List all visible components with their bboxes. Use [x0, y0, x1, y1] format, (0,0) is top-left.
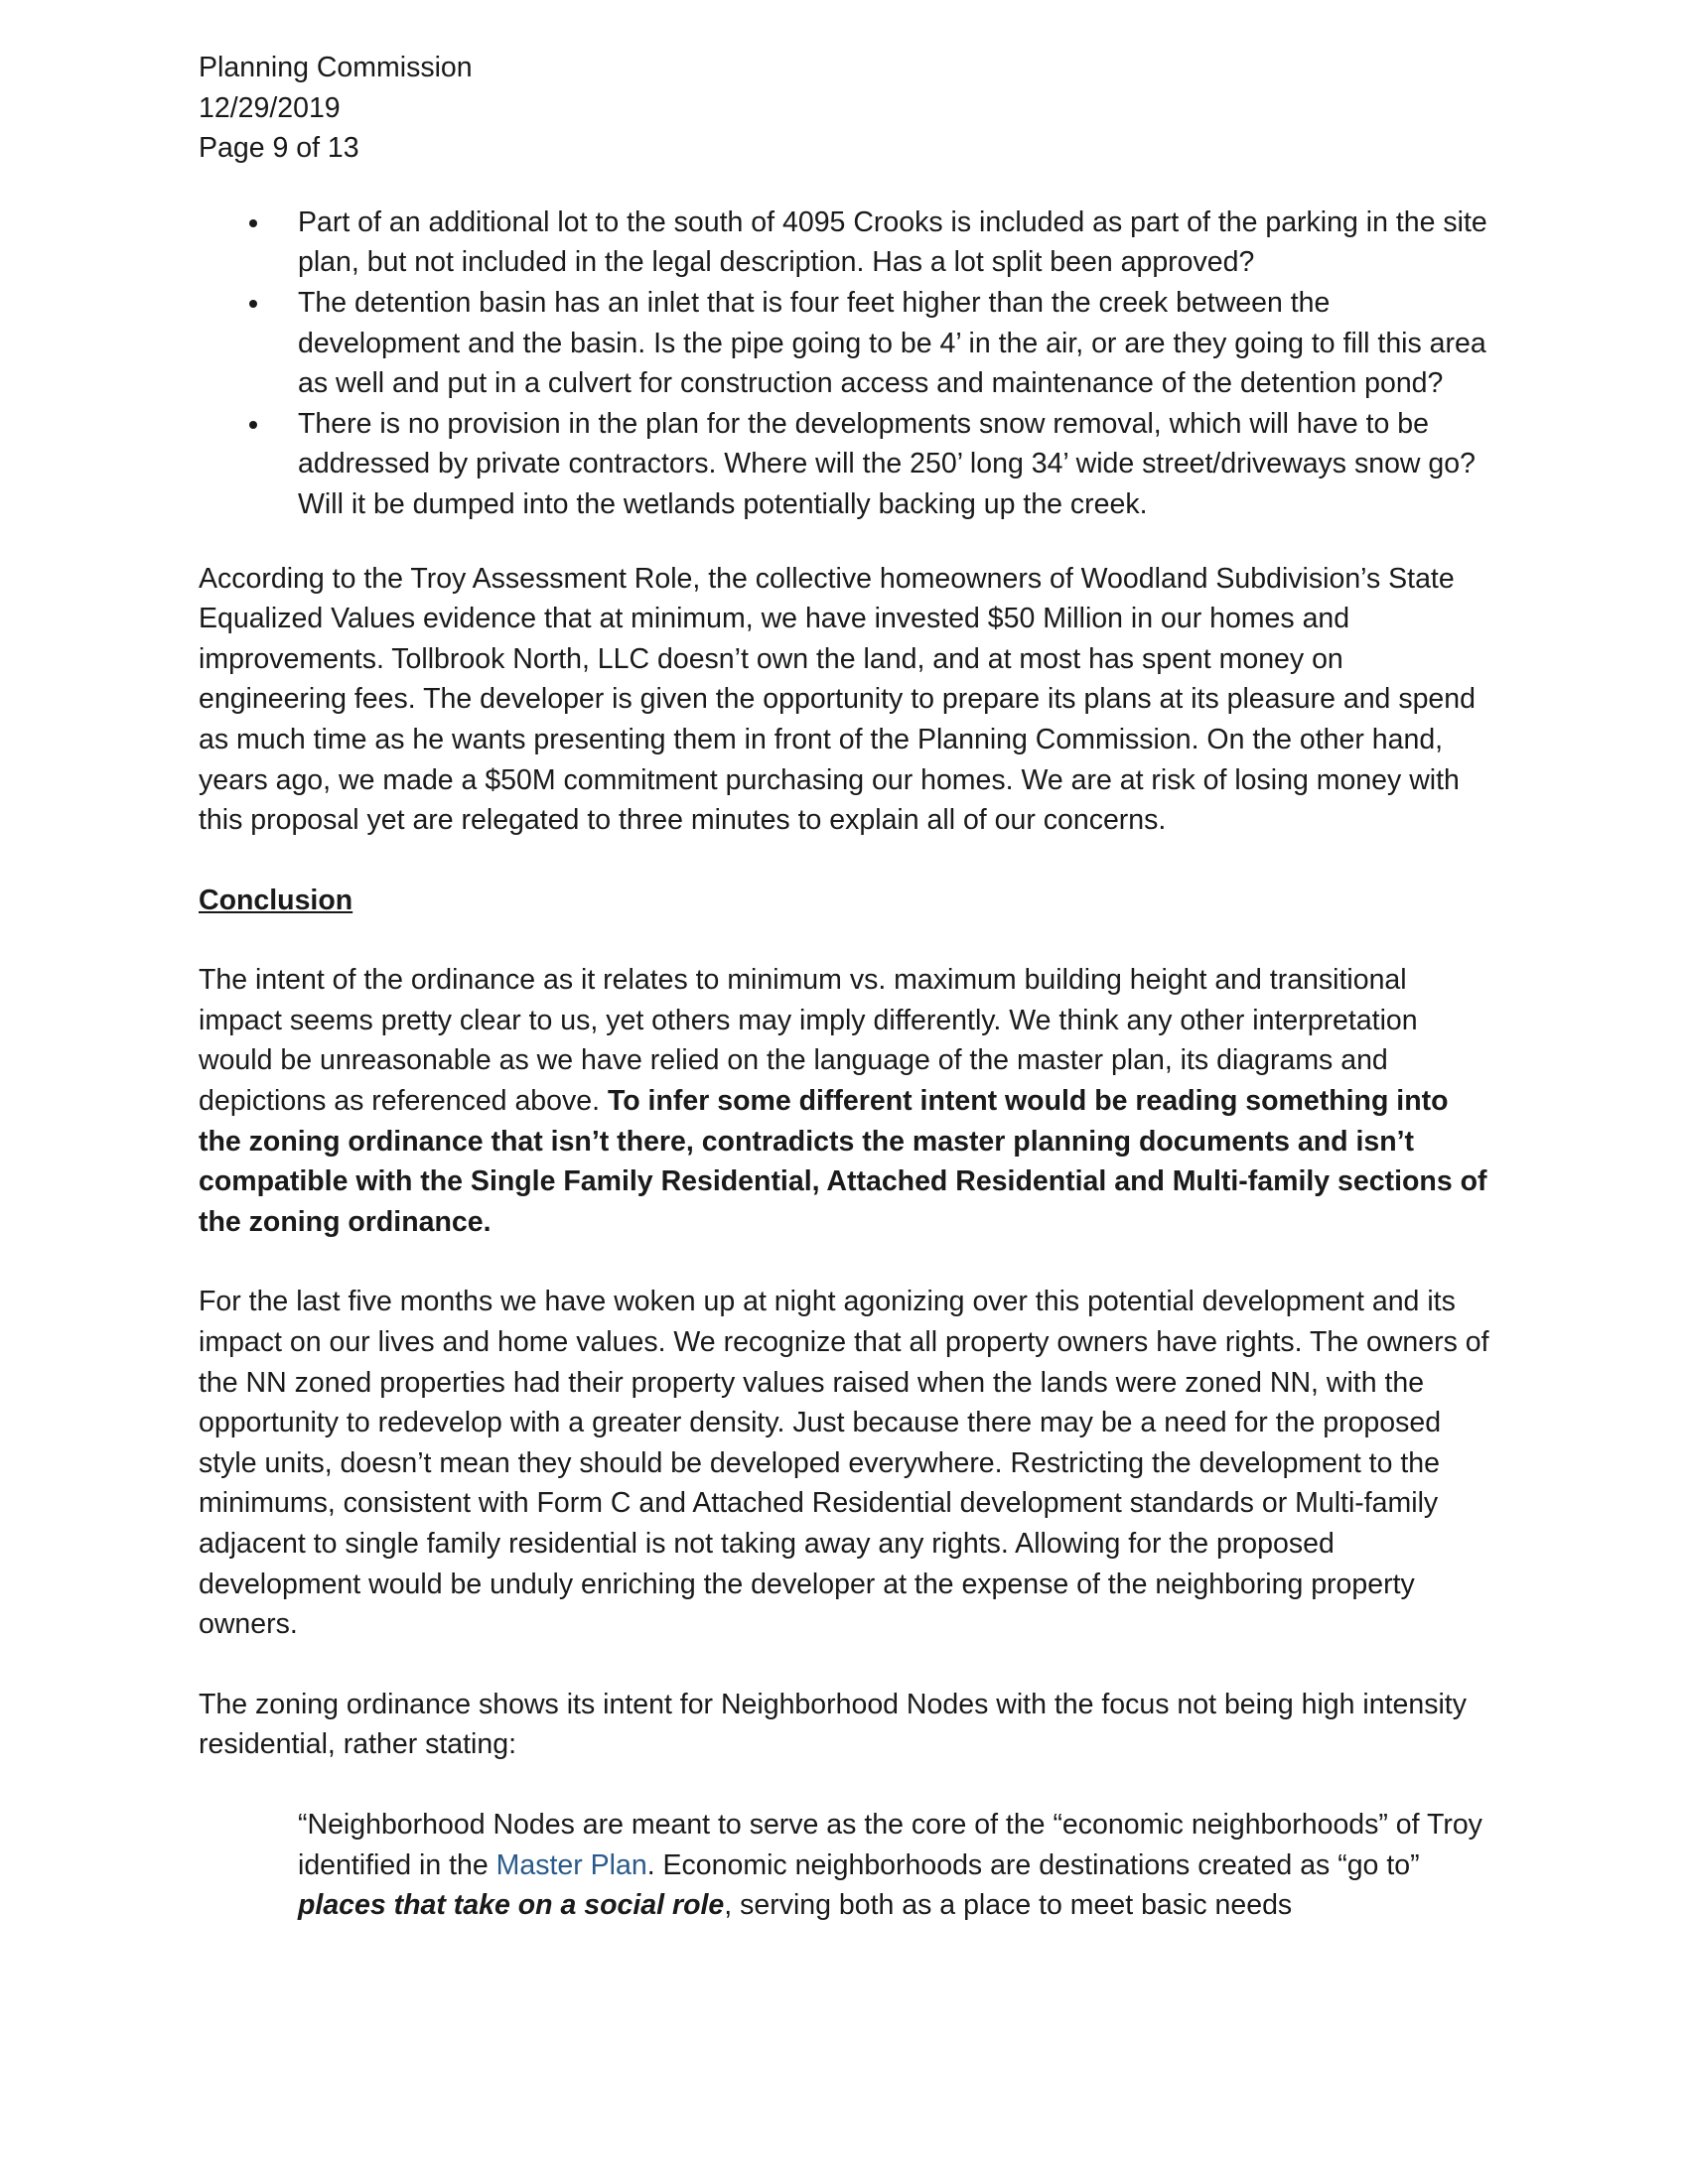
concerns-list [199, 203, 1489, 525]
header-org: Planning Commission [199, 52, 473, 83]
conclusion-paragraph-1 [199, 960, 1489, 1242]
conclusion-heading: Conclusion [199, 884, 353, 916]
bullet-icon [249, 300, 257, 308]
quote-emphasis: places that take on a social role [298, 1889, 725, 1922]
master-plan-link[interactable]: Master Plan [495, 1848, 647, 1881]
list-item-text: Part of an additional lot to the south of 4095 Crooks is included as part of the parking in the site plan, but not included in the legal description. Has a lot split been approved? [298, 205, 1487, 279]
bullet-icon [249, 219, 257, 227]
list-item [199, 203, 1489, 283]
quote-text-1: “Neighborhood Nodes are meant to serve as the core of the “economic neighborhoods” of Troy identified in the [298, 1808, 1482, 1881]
list-item [199, 404, 1489, 525]
assessment-paragraph: According to the Troy Assessment Role, the collective homeowners of Woodland Subdivision’s State Equalized Values evidence that at minimum, we have invested $50 Million in our homes and improvements. Tollbrook North, LLC doesn’t own the land, and at most has spent money on engineering fees. The developer is given the opportunity to prepare its plans at its pleasure and spend as much time as he wants presenting them in front of the Planning Commission. On the other hand, years ago, we made a $50M commitment purchasing our homes. We are at risk of losing money with this proposal yet are relegated to three minutes to explain all of our concerns. [199, 562, 1476, 837]
quote-text-2: . Economic neighborhoods are destinations created as “go to” [646, 1848, 1420, 1881]
list-item-text: The detention basin has an inlet that is four feet higher than the creek between the development and the basin. Is the pipe going to be 4’ in the air, or are they going to fill this area as well and put in a culvert for construction access and maintenance of the detention pond? [298, 286, 1486, 400]
conclusion-paragraph-3: The zoning ordinance shows its intent for Neighborhood Nodes with the focus not being high intensity residential, rather stating: [199, 1688, 1467, 1761]
conclusion-paragraph-1-text: The intent of the ordinance as it relates to minimum vs. maximum building height and transitional impact seems pretty clear to us, yet others may imply differently. We think any other interpretation would be unreasonable as we have relied on the language of the master plan, its diagrams and depictions as referenced above. [199, 964, 1418, 1118]
list-item [199, 283, 1489, 404]
document-header [199, 48, 1489, 169]
quote-text-3: , serving both as a place to meet basic needs [724, 1889, 1293, 1922]
header-page-number: Page 9 of 13 [199, 132, 359, 165]
header-date: 12/29/2019 [199, 91, 341, 124]
bullet-icon [249, 421, 257, 429]
ordinance-quote [199, 1805, 1489, 1926]
list-item-text: There is no provision in the plan for the developments snow removal, which will have to be addressed by private contractors. Where will the 250’ long 34’ wide street/driveways snow go? Will it be dumped into the wetlands potentially backing up the creek. [298, 407, 1476, 520]
document-page [199, 48, 1489, 1926]
conclusion-paragraph-1-bold-text: To infer some different intent would be reading something into the zoning ordinance that isn’t there, contradicts the master planning documents and isn’t compatible with the Single Family Residential, Attached Residential and Multi-family sections of the zoning ordinance. [199, 1085, 1487, 1238]
conclusion-paragraph-2: For the last five months we have woken up at night agonizing over this potential development and its impact on our lives and home values. We recognize that all property owners have rights. The owners of the NN zoned properties had their property values raised when the lands were zoned NN, with the opportunity to redevelop with a greater density. Just because there may be a need for the proposed style units, doesn’t mean they should be developed everywhere. Restricting the development to the minimums, consistent with Form C and Attached Residential development standards or Multi-family adjacent to single family residential is not taking away any rights. Allowing for the proposed development would be unduly enriching the developer at the expense of the neighboring property owners. [199, 1286, 1489, 1641]
